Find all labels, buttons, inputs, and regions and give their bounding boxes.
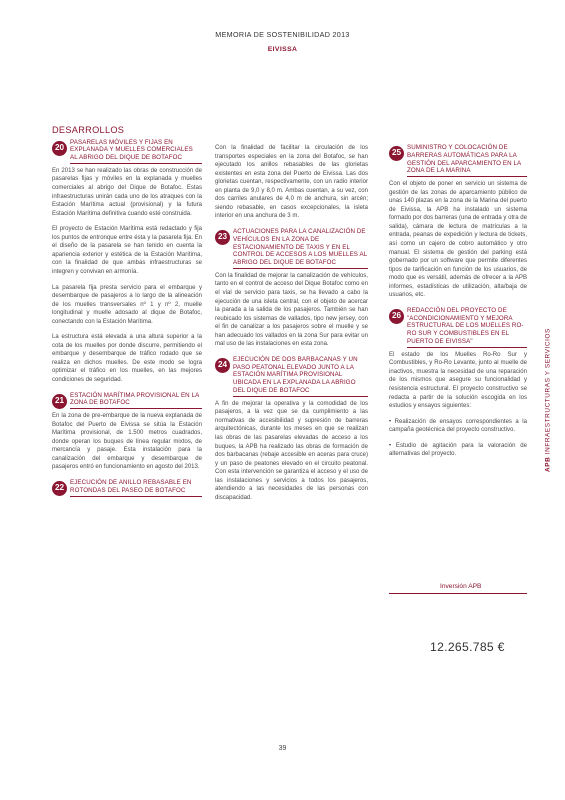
column-1 (52, 126, 202, 500)
item-title: ACTUACIONES PARA LA CANALIZACIÓN DE VEHÍCULOS EN LA ZONA DE ESTACIONAMIENTO DE TAXIS Y EN EL CONTROL DE ACCESOS A LOS MUELLES AL ABRIGO DEL DIQUE DE BOTAFOC (233, 228, 368, 269)
item-number-badge: 20 (52, 141, 67, 156)
paragraph: El proyecto de Estación Marítima está redactado y fija los puntos de entronque entre ésta y la pasarela fija. En el diseño de la pasarela se han tenido en cuenta la apariencia exterior y estética de la Estación Marítima, con la finalidad de que ambas infraestructuras se integren y convivan en armonía. (52, 226, 202, 275)
paragraph: El estado de los Muelles Ro-Ro Sur y Combustibles, y Ro-Ro Levante, junto al muelle de inactivos, muestra la necesidad de una reparación de los mismos que asegure su funcionalidad y resistencia estructural. El proyecto constructivo se redacta a partir de la solución escogida en los estudios y ensayos siguientes: (389, 351, 527, 410)
item-title: EJECUCIÓN DE ANILLO REBASABLE EN ROTONDAS DEL PASEO DE BOTAFOC (70, 479, 202, 497)
item-number-badge: 21 (52, 394, 67, 409)
item-21-heading (52, 392, 202, 410)
item-number-badge: 24 (215, 358, 230, 373)
item-title: SUMINISTRO Y COLOCACIÓN DE BARRERAS AUTOMÁTICAS PARA LA GESTIÓN DEL APARCAMIENTO EN LA ZONA DE LA MARINA (407, 144, 527, 177)
item-number-badge: 23 (215, 230, 230, 245)
paragraph: Con la finalidad de facilitar la circulación de los transportes especiales en la zona del Botafoc, se han ejecutado los anillos rebasables de las glorietas existentes en esta zona del Puerto de Eivissa. Las dos glorietas cuentan, respectivamente, con un radio interior en planta de 9,0 y 8,0 m. Ambas cuentan, a su vez, con dos carriles anulares de 4,0 m de anchura, sin arcén; siendo rebasable, en casos excepcionales, la isleta interior en una anchura de 3 m. (215, 145, 368, 220)
item-20-heading (52, 139, 202, 164)
investment-value: 12.265.785 € (430, 640, 505, 654)
item-title: PASARELAS MÓVILES Y FIJAS EN EXPLANADA Y MUELLES COMERCIALES AL ABRIGO DEL DIQUE DE BOTAFOC (70, 139, 202, 164)
column-2 (215, 144, 368, 502)
item-number-badge: 26 (389, 309, 404, 324)
paragraph: Con el objeto de poner en servicio un sistema de gestión de las zonas de aparcamiento público de unas 140 plazas en la zona de la Marina del puerto de Eivissa, la APB ha instalado un sistema formado por dos barreras (una de entrada y otra de salida), cámara de lectura de matrículas a la entrada, peanas de expedición y lectura de tickets, así como un cajero de cobro automático y otro manual. El sistema de gestión del parking está gobernado por un software que permite diferentes tipos de tarificación en función de los usuarios, de modo que es versátil, además de ofrecer a la APB informes, estadísticas de utilización, alta/baja de usuarios, etc. (389, 181, 527, 299)
item-number-badge: 25 (389, 146, 404, 161)
item-26-heading (389, 307, 527, 348)
item-number-badge: 22 (52, 481, 67, 496)
column-3 (389, 144, 527, 459)
bullet-item: • Estudio de agitación para la valoración de alternativas del proyecto. (389, 442, 527, 458)
sidebar-section-name: INFRAESTRUCTURAS Y SERVICIOS (544, 328, 552, 455)
item-22-heading (52, 479, 202, 497)
paragraph: Con la finalidad de mejorar la canalización de vehículos, tanto en el control de acceso del Dique Botafoc como en el vial de servicio para taxis, se ha llevado a cabo la ejecución de una isleta central, con el objeto de acercar la parada a la salida de los pasajeros. También se han reubicado los sistemas de vallados, tipo new jersey, con el fin de canalizar a los pasajeros sobre el muelle y se han adecuado los vallados en la zona Sur para evitar un mal uso de las instalaciones en esta zona. (215, 272, 368, 348)
bullet-item: • Realización de ensayos correspondientes a la campaña geotécnica del proyecto constructivo. (389, 418, 527, 434)
sidebar-text (545, 328, 552, 472)
item-title: EJECUCIÓN DE DOS BARBACANAS Y UN PASO PEATONAL ELEVADO JUNTO A LA ESTACIÓN MARÍTIMA PROVISIONAL UBICADA EN LA EXPLANADA LA ABRIGO DEL DIQUE DE BOTAFOC (233, 356, 368, 397)
document-title: MEMORIA DE SOSTENIBILIDAD 2013 (215, 30, 350, 39)
section-title: DESARROLLOS (52, 125, 125, 135)
investment-label: Inversión APB (440, 583, 482, 590)
paragraph: A fin de mejorar la operativa y la comodidad de los pasajeros, a la vez que se da cumplimiento a las normativas de accesibilidad y supresión de barreras arquitectónicas, durante los meses en que se realizan las obras de las pasarelas elevadas de acceso a los buques, la APB ha realizado las obras de formación de dos barbacanas (rebaje accesible en aceras para cruce) y un paso de peatones elevado en el circuito peatonal. Con esta intervención se garantiza el acceso y el uso de las instalaciones y servicios a todos los pasajeros, atendiendo a las necesidades de las personas con discapacidad. (215, 400, 368, 501)
paragraph: En 2013 se han realizado las obras de construcción de pasarelas fijas y móviles en la explanada y muelles comerciales al abrigo del Dique de Botafoc. Estas infraestructuras unirán cada uno de los atraques con la Estación Marítima actual (provisional) y la futura Estación Marítima definitiva cuando esté construida. (52, 167, 202, 217)
paragraph: La pasarela fija presta servicio para el embarque y desembarque de pasajeros a lo largo de la alineación de los muelles transversales nº 1 y nº 2, muelle longitudinal y muelle adosado al dique de Botafoc, conectando con la Estación Marítima. (52, 284, 202, 325)
sidebar-apb: APB (544, 456, 552, 472)
item-23-heading (215, 228, 368, 269)
investment-divider (389, 593, 527, 594)
item-title: ESTACIÓN MARÍTIMA PROVISIONAL EN LA ZONA DE BOTAFOC (70, 392, 202, 410)
paragraph: En la zona de pre-embarque de la nueva explanada de Botafoc del Puerto de Eivissa se sitúa la Estación Marítima provisional, de 1.500 metros cuadrados, donde operan los buques de línea regular mixtos, de mercancía y pasaje. Esta instalación para la canalización del embarque y desembarque de pasajeros entró en funcionamiento en agosto del 2013. (52, 413, 202, 471)
item-24-heading (215, 356, 368, 397)
item-title: REDACCIÓN DEL PROYECTO DE "ACONDICIONAMIENTO Y MEJORA ESTRUCTURAL DE LOS MUELLES RO-RO SUR Y COMBUSTIBLES EN EL PUERTO DE EIVISSA" (407, 307, 527, 348)
page-number: 39 (278, 745, 287, 752)
paragraph: La estructura está elevada a una altura superior a la cota de los muelles por donde discurre, permitiendo el embarque y desembarque de tráfico rodado que se realiza en dichos muelles. De este modo se logra optimizar el tráfico en los muelles, en las mejores condiciones de seguridad. (52, 334, 202, 383)
item-25-heading (389, 144, 527, 177)
document-subtitle: EIVISSA (267, 46, 298, 53)
